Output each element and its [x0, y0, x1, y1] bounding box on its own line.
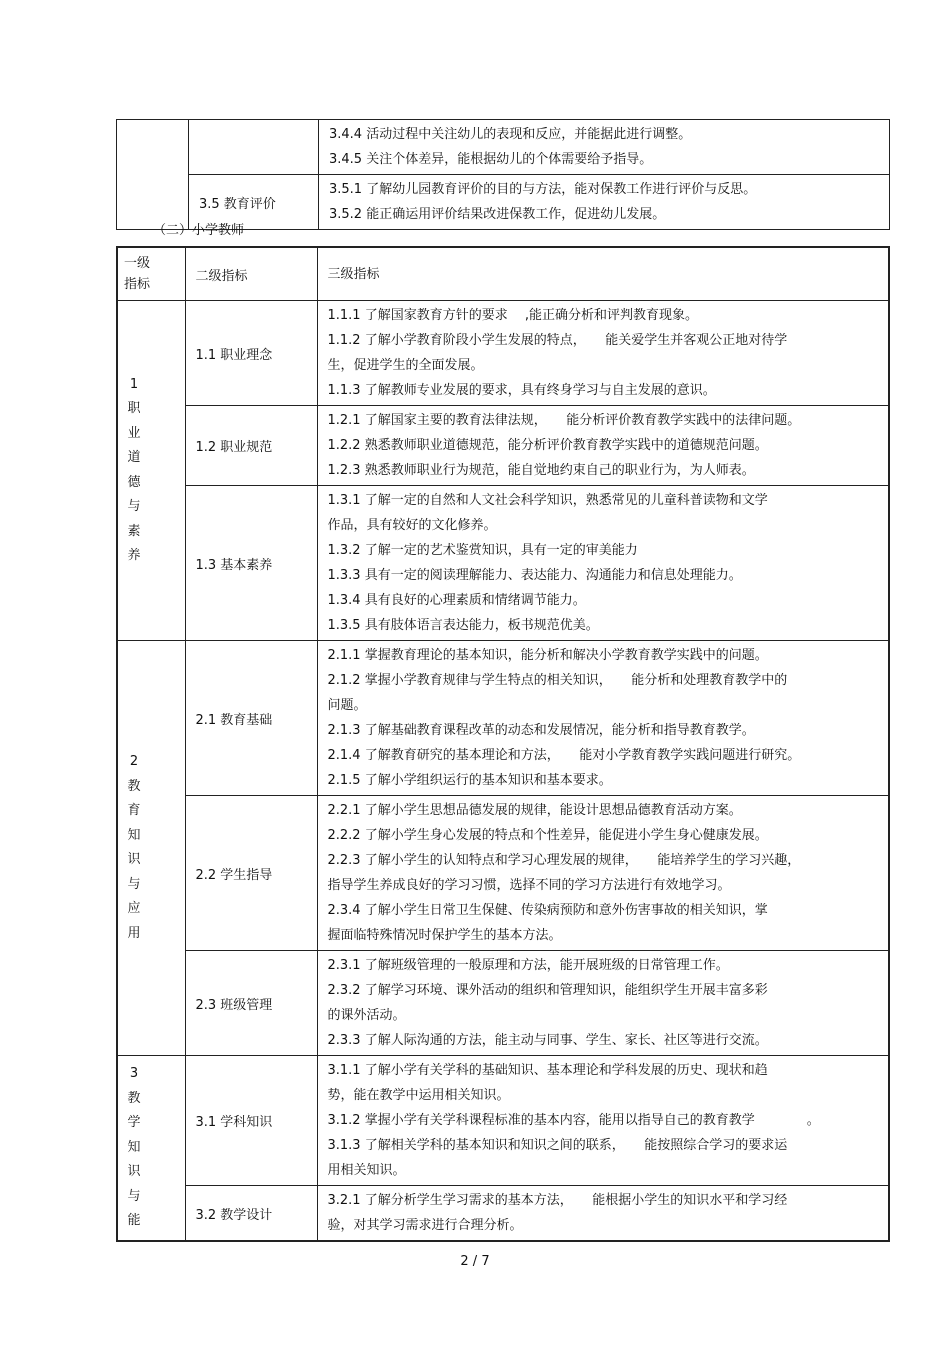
- criterion-line: 1.1.3 了解教师专业发展的要求，具有终身学习与自主发展的意识。: [327, 383, 716, 398]
- level1-char: 能: [127, 1213, 141, 1229]
- level3-cell: [317, 1056, 889, 1186]
- criterion-line: 2.1.4 了解教育研究的基本理论和方法， 能对小学教育教学实践问题进行研究。: [327, 748, 801, 763]
- criterion-line: 2.1.1 掌握教育理论的基本知识，能分析和解决小学教育教学实践中的问题。: [327, 648, 768, 663]
- criterion-line: 3.1.1 了解小学有关学科的基础知识、基本理论和学科发展的历史、现状和趋: [327, 1063, 768, 1078]
- level3-cell: [317, 301, 889, 406]
- criterion-line: 3.5.1 了解幼儿园教育评价的目的与方法，能对保教工作进行评价与反思。: [329, 182, 757, 197]
- level1-char: 2: [129, 754, 139, 769]
- criterion-line: 1.3.3 具有一定的阅读理解能力、表达能力、沟通能力和信息处理能力。: [327, 568, 742, 583]
- criterion-line: 2.1.2 掌握小学教育规律与学生特点的相关知识， 能分析和处理教育教学中的: [327, 673, 788, 688]
- level1-char: 用: [127, 925, 141, 941]
- level3-cell: [317, 951, 889, 1056]
- header-level3: 三级指标: [317, 247, 889, 301]
- criterion-line: 1.1.1 了解国家教育方针的要求 ,能正确分析和评判教育现象。: [327, 308, 698, 323]
- header-level2: 二级指标: [185, 247, 317, 301]
- criterion-line: 3.1.2 掌握小学有关学科课程标准的基本内容，能用以指导自己的教育教学 。: [327, 1113, 820, 1128]
- level1-char: 业: [127, 425, 141, 441]
- level1-char: 知: [127, 1139, 141, 1155]
- table-row: [117, 641, 889, 796]
- level3-cell: [317, 1186, 889, 1242]
- criterion-line: 1.3.2 了解一定的艺术鉴赏知识，具有一定的审美能力: [327, 543, 638, 558]
- criterion-line: 握面临特殊情况时保护学生的基本方法。: [327, 928, 562, 943]
- table-row: [117, 796, 889, 951]
- level2-cell: 1.2 职业规范: [185, 406, 317, 486]
- page-number: 2 / 7: [460, 1254, 490, 1269]
- level1-char: 德: [127, 474, 141, 490]
- criterion-line: 1.2.1 了解国家主要的教育法律法规， 能分析评价教育教学实践中的法律问题。: [327, 413, 801, 428]
- level1-char: 养: [127, 548, 141, 563]
- continued-table: [116, 119, 890, 230]
- level1-char: 道: [127, 450, 141, 465]
- level1-char: 应: [127, 901, 141, 916]
- level2-cell: 2.2 学生指导: [185, 796, 317, 951]
- table-row: [117, 1186, 889, 1242]
- criterion-line: 2.2.3 了解小学生的认知特点和学习心理发展的规律， 能培养学生的学习兴趣，: [327, 853, 801, 868]
- table-row: [117, 406, 889, 486]
- level3-cell: [317, 641, 889, 796]
- table-row: [117, 301, 889, 406]
- criterion-line: 2.3.4 了解小学生日常卫生保健、传染病预防和意外伤害事故的相关知识，掌: [327, 903, 768, 918]
- level1-cell: [117, 301, 185, 641]
- level3-cell: [319, 120, 890, 175]
- criterion-line: 1.1.2 了解小学教育阶段小学生发展的特点， 能关爱学生并客观公正地对待学: [327, 333, 788, 348]
- criterion-line: 1.3.4 具有良好的心理素质和情绪调节能力。: [327, 593, 586, 608]
- criterion-line: 1.2.2 熟悉教师职业道德规范，能分析评价教育教学实践中的道德规范问题。: [327, 438, 768, 453]
- level3-cell: [317, 406, 889, 486]
- level2-cell: 3.5 教育评价: [189, 175, 319, 230]
- level2-cell: 1.3 基本素养: [185, 486, 317, 641]
- level2-cell-empty: [189, 120, 319, 175]
- criterion-line: 势，能在教学中运用相关知识。: [327, 1088, 510, 1103]
- level2-cell: 3.2 教学设计: [185, 1186, 317, 1242]
- level1-char: 3: [129, 1066, 139, 1082]
- level1-label: [124, 373, 144, 569]
- criterion-line: 2.1.3 了解基础教育课程改革的动态和发展情况，能分析和指导教育教学。: [327, 723, 755, 738]
- table-row: [117, 951, 889, 1056]
- criterion-line: 2.1.5 了解小学组织运行的基本知识和基本要求。: [327, 773, 612, 788]
- criterion-line: 3.4.5 关注个体差异，能根据幼儿的个体需要给予指导。: [329, 152, 653, 167]
- criterion-line: 3.4.4 活动过程中关注幼儿的表现和反应，并能据此进行调整。: [329, 127, 692, 142]
- level1-char: 与: [127, 499, 141, 514]
- criterion-line: 2.2.2 了解小学生身心发展的特点和个性差异，能促进小学生身心健康发展。: [327, 828, 768, 843]
- level2-cell: 2.1 教育基础: [185, 641, 317, 796]
- criterion-line: 3.5.2 能正确运用评价结果改进保教工作，促进幼儿发展。: [329, 207, 666, 222]
- table-row: [117, 1056, 889, 1186]
- level1-cell-empty: [117, 120, 189, 230]
- level1-char: 1: [129, 376, 139, 392]
- criterion-line: 生，促进学生的全面发展。: [327, 358, 484, 373]
- level1-char: 识: [127, 852, 141, 867]
- level1-cell: [117, 1056, 185, 1242]
- level1-label: [124, 750, 144, 946]
- level1-char: 育: [127, 803, 141, 818]
- criterion-line: 2.3.3 了解人际沟通的方法，能主动与同事、学生、家长、社区等进行交流。: [327, 1033, 768, 1048]
- level1-char: 识: [127, 1164, 141, 1180]
- criterion-line: 1.2.3 熟悉教师职业行为规范，能自觉地约束自己的职业行为，为人师表。: [327, 463, 755, 478]
- criterion-line: 1.3.1 了解一定的自然和人文社会科学知识，熟悉常见的儿童科普读物和文学: [327, 493, 768, 508]
- level1-char: 知: [127, 827, 141, 843]
- criterion-line: 作品，具有较好的文化修养。: [327, 518, 497, 533]
- level1-char: 素: [127, 523, 141, 539]
- criterion-line: 问题。: [327, 698, 367, 713]
- level1-char: 学: [127, 1115, 141, 1131]
- criterion-line: 2.3.2 了解学习环境、课外活动的组织和管理知识，能组织学生开展丰富多彩: [327, 983, 768, 998]
- level2-cell: 2.3 班级管理: [185, 951, 317, 1056]
- level1-char: 与: [127, 876, 141, 892]
- level3-cell: [317, 486, 889, 641]
- header-level1: 一级 指标: [117, 247, 185, 301]
- level2-cell: 1.1 职业理念: [185, 301, 317, 406]
- criterion-line: 的课外活动。: [327, 1008, 406, 1023]
- criterion-line: 1.3.5 具有肢体语言表达能力，板书规范优美。: [327, 618, 599, 633]
- table-header-row: [117, 247, 889, 301]
- criterion-line: 用相关知识。: [327, 1163, 406, 1178]
- criterion-line: 2.2.1 了解小学生思想品德发展的规律，能设计思想品德教育活动方案。: [327, 803, 742, 818]
- level1-char: 教: [127, 778, 141, 794]
- criterion-line: 3.2.1 了解分析学生学习需求的基本方法， 能根据小学生的知识水平和学习经: [327, 1193, 788, 1208]
- criterion-line: 验，对其学习需求进行合理分析。: [327, 1218, 523, 1233]
- level1-char: 与: [127, 1188, 141, 1204]
- table-row: [117, 120, 890, 175]
- level1-label: [124, 1062, 144, 1234]
- level3-cell: [319, 175, 890, 230]
- table-row: [117, 486, 889, 641]
- table-body: [117, 301, 889, 1242]
- level1-cell: [117, 641, 185, 1056]
- primary-teacher-table: [116, 246, 890, 1242]
- level1-char: 教: [127, 1090, 141, 1106]
- section-subheading: （二）小学教师: [153, 223, 245, 238]
- criterion-line: 3.1.3 了解相关学科的基本知识和知识之间的联系， 能按照综合学习的要求运: [327, 1138, 788, 1153]
- level1-char: 职: [127, 401, 141, 416]
- level2-cell: 3.1 学科知识: [185, 1056, 317, 1186]
- criterion-line: 2.3.1 了解班级管理的一般原理和方法，能开展班级的日常管理工作。: [327, 958, 729, 973]
- level3-cell: [317, 796, 889, 951]
- criterion-line: 指导学生养成良好的学习习惯，选择不同的学习方法进行有效地学习。: [327, 878, 731, 893]
